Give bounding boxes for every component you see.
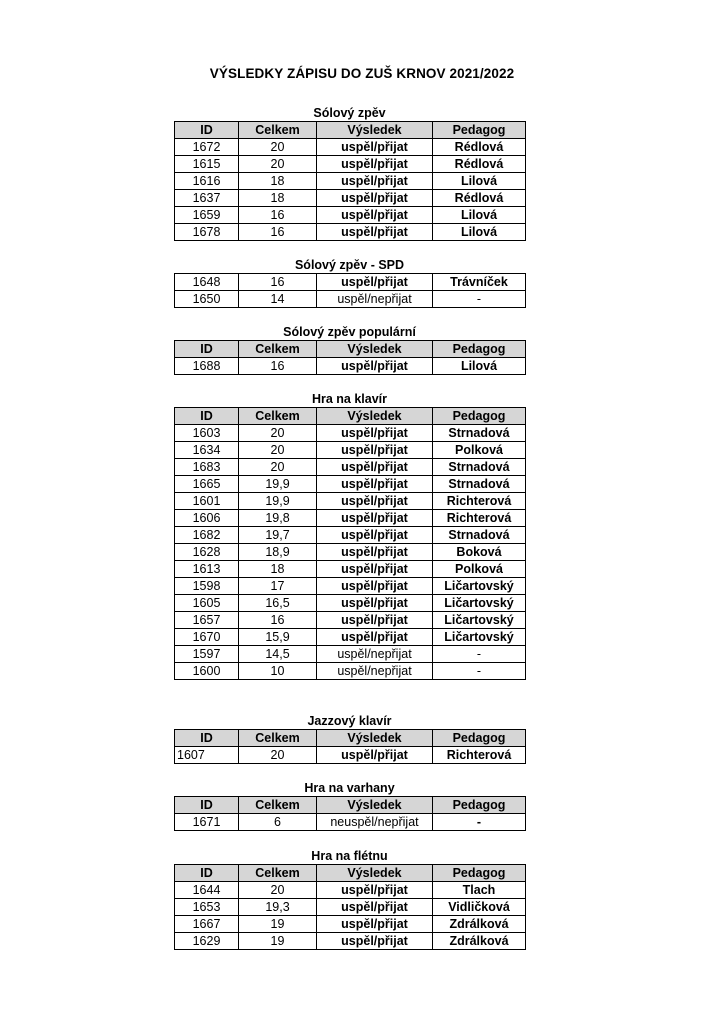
celkem-cell: 16	[239, 224, 317, 241]
celkem-cell: 19	[239, 933, 317, 950]
vysledek-cell: uspěl/přijat	[317, 612, 433, 629]
id-cell: 1605	[175, 595, 239, 612]
table-row	[175, 527, 526, 544]
id-cell: 1678	[175, 224, 239, 241]
vysledek-cell: uspěl/přijat	[317, 933, 433, 950]
header-id: ID	[175, 341, 239, 358]
pedagog-cell: -	[433, 663, 526, 680]
id-cell: 1603	[175, 425, 239, 442]
header-celkem: Celkem	[239, 865, 317, 882]
id-cell: 1607	[175, 747, 239, 764]
vysledek-cell: uspěl/přijat	[317, 459, 433, 476]
id-cell: 1606	[175, 510, 239, 527]
celkem-cell: 14,5	[239, 646, 317, 663]
vysledek-cell: uspěl/přijat	[317, 916, 433, 933]
vysledek-cell: uspěl/přijat	[317, 274, 433, 291]
pedagog-cell: Vidličková	[433, 899, 526, 916]
celkem-cell: 19,9	[239, 493, 317, 510]
vysledek-cell: uspěl/přijat	[317, 544, 433, 561]
table-header-row	[175, 408, 526, 425]
celkem-cell: 20	[239, 139, 317, 156]
header-id: ID	[175, 408, 239, 425]
header-id: ID	[175, 865, 239, 882]
pedagog-cell: Zdrálková	[433, 916, 526, 933]
table-row	[175, 629, 526, 646]
celkem-cell: 15,9	[239, 629, 317, 646]
id-cell: 1601	[175, 493, 239, 510]
pedagog-cell: Richterová	[433, 747, 526, 764]
table-row	[175, 663, 526, 680]
table-header-row	[175, 122, 526, 139]
celkem-cell: 19,7	[239, 527, 317, 544]
table-header-row	[175, 797, 526, 814]
header-vysledek: Výsledek	[317, 865, 433, 882]
pedagog-cell: Ličartovský	[433, 578, 526, 595]
vysledek-cell: uspěl/nepřijat	[317, 663, 433, 680]
results-section	[174, 105, 525, 241]
table-row	[175, 190, 526, 207]
header-vysledek: Výsledek	[317, 730, 433, 747]
results-table	[174, 796, 526, 831]
header-id: ID	[175, 122, 239, 139]
pedagog-cell: Lilová	[433, 358, 526, 375]
id-cell: 1665	[175, 476, 239, 493]
pedagog-cell: Ličartovský	[433, 629, 526, 646]
celkem-cell: 16	[239, 612, 317, 629]
header-id: ID	[175, 730, 239, 747]
table-row	[175, 646, 526, 663]
vysledek-cell: uspěl/přijat	[317, 139, 433, 156]
celkem-cell: 20	[239, 459, 317, 476]
id-cell: 1671	[175, 814, 239, 831]
celkem-cell: 18	[239, 173, 317, 190]
header-pedagog: Pedagog	[433, 408, 526, 425]
header-celkem: Celkem	[239, 797, 317, 814]
header-id: ID	[175, 797, 239, 814]
section-title: Sólový zpěv - SPD	[294, 258, 405, 272]
celkem-cell: 19,8	[239, 510, 317, 527]
pedagog-cell: Strnadová	[433, 459, 526, 476]
id-cell: 1648	[175, 274, 239, 291]
id-cell: 1644	[175, 882, 239, 899]
section-title: Sólový zpěv populární	[283, 325, 416, 339]
results-table	[174, 729, 526, 764]
pedagog-cell: Rédlová	[433, 190, 526, 207]
results-table	[174, 121, 526, 241]
section-title: Hra na flétnu	[311, 849, 388, 863]
table-row	[175, 476, 526, 493]
pedagog-cell: Rédlová	[433, 139, 526, 156]
id-cell: 1667	[175, 916, 239, 933]
results-table	[174, 407, 526, 680]
header-pedagog: Pedagog	[433, 122, 526, 139]
celkem-cell: 16	[239, 207, 317, 224]
header-pedagog: Pedagog	[433, 730, 526, 747]
celkem-cell: 20	[239, 425, 317, 442]
celkem-cell: 19,3	[239, 899, 317, 916]
pedagog-cell: Strnadová	[433, 527, 526, 544]
table-header-row	[175, 341, 526, 358]
pedagog-cell: Lilová	[433, 224, 526, 241]
table-header-row	[175, 730, 526, 747]
pedagog-cell: Zdrálková	[433, 933, 526, 950]
id-cell: 1653	[175, 899, 239, 916]
header-pedagog: Pedagog	[433, 797, 526, 814]
results-table	[174, 273, 526, 308]
table-row	[175, 173, 526, 190]
pedagog-cell: Tlach	[433, 882, 526, 899]
celkem-cell: 20	[239, 156, 317, 173]
id-cell: 1598	[175, 578, 239, 595]
pedagog-cell: Richterová	[433, 510, 526, 527]
table-row	[175, 459, 526, 476]
vysledek-cell: uspěl/přijat	[317, 173, 433, 190]
vysledek-cell: uspěl/přijat	[317, 476, 433, 493]
vysledek-cell: uspěl/přijat	[317, 510, 433, 527]
table-row	[175, 291, 526, 308]
vysledek-cell: neuspěl/nepřijat	[317, 814, 433, 831]
id-cell: 1615	[175, 156, 239, 173]
pedagog-cell: -	[433, 291, 526, 308]
vysledek-cell: uspěl/nepřijat	[317, 291, 433, 308]
header-celkem: Celkem	[239, 341, 317, 358]
table-row	[175, 442, 526, 459]
table-row	[175, 578, 526, 595]
results-section	[174, 257, 525, 308]
vysledek-cell: uspěl/přijat	[317, 156, 433, 173]
header-vysledek: Výsledek	[317, 341, 433, 358]
pedagog-cell: Strnadová	[433, 476, 526, 493]
pedagog-cell: Polková	[433, 561, 526, 578]
header-vysledek: Výsledek	[317, 122, 433, 139]
table-row	[175, 899, 526, 916]
table-row	[175, 207, 526, 224]
id-cell: 1683	[175, 459, 239, 476]
celkem-cell: 18	[239, 190, 317, 207]
vysledek-cell: uspěl/přijat	[317, 358, 433, 375]
celkem-cell: 16,5	[239, 595, 317, 612]
pedagog-cell: Ličartovský	[433, 612, 526, 629]
vysledek-cell: uspěl/nepřijat	[317, 646, 433, 663]
celkem-cell: 18,9	[239, 544, 317, 561]
celkem-cell: 18	[239, 561, 317, 578]
header-pedagog: Pedagog	[433, 341, 526, 358]
vysledek-cell: uspěl/přijat	[317, 899, 433, 916]
pedagog-cell: Trávníček	[433, 274, 526, 291]
id-cell: 1616	[175, 173, 239, 190]
id-cell: 1688	[175, 358, 239, 375]
vysledek-cell: uspěl/přijat	[317, 442, 433, 459]
results-section	[174, 391, 525, 680]
pedagog-cell: Rédlová	[433, 156, 526, 173]
vysledek-cell: uspěl/přijat	[317, 882, 433, 899]
pedagog-cell: Strnadová	[433, 425, 526, 442]
results-section	[174, 324, 525, 375]
section-title: Jazzový klavír	[307, 714, 392, 728]
id-cell: 1613	[175, 561, 239, 578]
table-row	[175, 882, 526, 899]
id-cell: 1657	[175, 612, 239, 629]
id-cell: 1637	[175, 190, 239, 207]
id-cell: 1597	[175, 646, 239, 663]
pedagog-cell: Lilová	[433, 173, 526, 190]
celkem-cell: 16	[239, 274, 317, 291]
table-row	[175, 933, 526, 950]
table-row	[175, 156, 526, 173]
table-row	[175, 510, 526, 527]
celkem-cell: 20	[239, 747, 317, 764]
celkem-cell: 17	[239, 578, 317, 595]
pedagog-cell: Boková	[433, 544, 526, 561]
id-cell: 1682	[175, 527, 239, 544]
table-row	[175, 544, 526, 561]
results-section	[174, 780, 525, 831]
celkem-cell: 19,9	[239, 476, 317, 493]
table-row	[175, 493, 526, 510]
table-row	[175, 139, 526, 156]
vysledek-cell: uspěl/přijat	[317, 493, 433, 510]
id-cell: 1670	[175, 629, 239, 646]
celkem-cell: 16	[239, 358, 317, 375]
header-vysledek: Výsledek	[317, 797, 433, 814]
pedagog-cell: -	[433, 814, 526, 831]
vysledek-cell: uspěl/přijat	[317, 747, 433, 764]
pedagog-cell: Ličartovský	[433, 595, 526, 612]
table-row	[175, 747, 526, 764]
pedagog-cell: Richterová	[433, 493, 526, 510]
celkem-cell: 6	[239, 814, 317, 831]
table-row	[175, 916, 526, 933]
table-row	[175, 595, 526, 612]
id-cell: 1650	[175, 291, 239, 308]
vysledek-cell: uspěl/přijat	[317, 561, 433, 578]
results-section	[174, 713, 525, 764]
vysledek-cell: uspěl/přijat	[317, 425, 433, 442]
table-row	[175, 358, 526, 375]
table-row	[175, 814, 526, 831]
table-row	[175, 274, 526, 291]
section-title: Sólový zpěv	[313, 106, 386, 120]
celkem-cell: 19	[239, 916, 317, 933]
vysledek-cell: uspěl/přijat	[317, 595, 433, 612]
pedagog-cell: Polková	[433, 442, 526, 459]
page-title: VÝSLEDKY ZÁPISU DO ZUŠ KRNOV 2021/2022	[209, 66, 515, 81]
vysledek-cell: uspěl/přijat	[317, 207, 433, 224]
id-cell: 1600	[175, 663, 239, 680]
vysledek-cell: uspěl/přijat	[317, 224, 433, 241]
header-pedagog: Pedagog	[433, 865, 526, 882]
id-cell: 1659	[175, 207, 239, 224]
vysledek-cell: uspěl/přijat	[317, 629, 433, 646]
header-celkem: Celkem	[239, 730, 317, 747]
id-cell: 1628	[175, 544, 239, 561]
section-title: Hra na klavír	[311, 392, 388, 406]
results-table	[174, 864, 526, 950]
celkem-cell: 10	[239, 663, 317, 680]
id-cell: 1634	[175, 442, 239, 459]
celkem-cell: 20	[239, 442, 317, 459]
id-cell: 1629	[175, 933, 239, 950]
table-row	[175, 612, 526, 629]
header-celkem: Celkem	[239, 122, 317, 139]
section-title: Hra na varhany	[304, 781, 395, 795]
table-row	[175, 224, 526, 241]
vysledek-cell: uspěl/přijat	[317, 527, 433, 544]
pedagog-cell: Lilová	[433, 207, 526, 224]
results-table	[174, 340, 526, 375]
id-cell: 1672	[175, 139, 239, 156]
vysledek-cell: uspěl/přijat	[317, 190, 433, 207]
vysledek-cell: uspěl/přijat	[317, 578, 433, 595]
celkem-cell: 20	[239, 882, 317, 899]
table-header-row	[175, 865, 526, 882]
table-row	[175, 425, 526, 442]
results-section	[174, 848, 525, 950]
header-vysledek: Výsledek	[317, 408, 433, 425]
pedagog-cell: -	[433, 646, 526, 663]
table-row	[175, 561, 526, 578]
celkem-cell: 14	[239, 291, 317, 308]
header-celkem: Celkem	[239, 408, 317, 425]
